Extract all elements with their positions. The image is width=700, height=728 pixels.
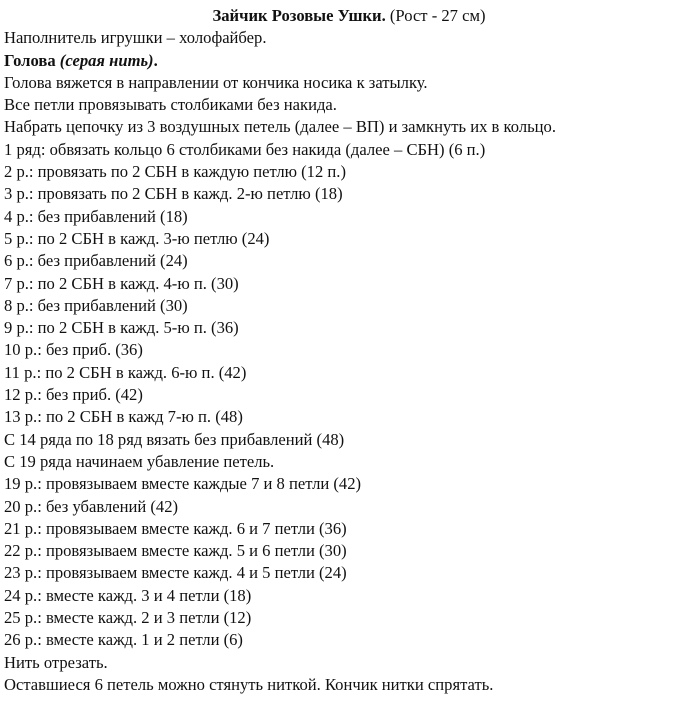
ending-line: Нить отрезать. <box>4 652 108 672</box>
filler-line: Наполнитель игрушки – холофайбер. <box>4 28 267 48</box>
title-name: Зайчик Розовые Ушки. <box>212 6 386 25</box>
section-heading-note: (серая нить) <box>59 50 154 70</box>
row-instruction: 23 р.: провязываем вместе кажд. 4 и 5 петли (24) <box>4 563 347 583</box>
row-instruction: 19 р.: провязываем вместе каждые 7 и 8 петли (42) <box>4 474 362 494</box>
row-instruction: С 19 ряда начинаем убавление петель. <box>4 451 275 471</box>
row-instruction: 11 р.: по 2 СБН в кажд. 6-ю п. (42) <box>4 362 247 382</box>
row-instruction: 10 р.: без приб. (36) <box>4 340 143 360</box>
row-instruction: 24 р.: вместе кажд. 3 и 4 петли (18) <box>4 585 252 605</box>
row-instruction: 5 р.: по 2 СБН в кажд. 3-ю петлю (24) <box>4 228 270 248</box>
ending-line: Оставшиеся 6 петель можно стянуть ниткой. Кончик нитки спрятать. <box>4 674 494 694</box>
document-title <box>4 5 694 27</box>
row-instruction: 7 р.: по 2 СБН в кажд. 4-ю п. (30) <box>4 273 239 293</box>
intro-line: Все петли провязывать столбиками без накида. <box>4 95 337 115</box>
row-instruction: 20 р.: без убавлений (42) <box>4 496 179 516</box>
row-instruction: 12 р.: без приб. (42) <box>4 385 143 405</box>
row-instruction: 22 р.: провязываем вместе кажд. 5 и 6 петли (30) <box>4 541 347 561</box>
row-instruction: С 14 ряда по 18 ряд вязать без прибавлений (48) <box>4 429 345 449</box>
section-heading-text: Голова <box>4 50 56 70</box>
intro-line: Набрать цепочку из 3 воздушных петель (далее – ВП) и замкнуть их в кольцо. <box>4 117 557 137</box>
intro-line: Голова вяжется в направлении от кончика носика к затылку. <box>4 72 428 92</box>
section-heading <box>4 50 694 72</box>
row-instruction: 4 р.: без прибавлений (18) <box>4 206 188 226</box>
row-instruction: 6 р.: без прибавлений (24) <box>4 251 188 271</box>
title-size: (Рост - 27 см) <box>389 6 486 25</box>
row-instruction: 25 р.: вместе кажд. 2 и 3 петли (12) <box>4 608 252 628</box>
row-instruction: 13 р.: по 2 СБН в кажд 7-ю п. (48) <box>4 407 243 427</box>
row-instruction: 1 ряд: обвязать кольцо 6 столбиками без накида (далее – СБН) (6 п.) <box>4 139 486 159</box>
row-instruction: 21 р.: провязываем вместе кажд. 6 и 7 петли (36) <box>4 518 347 538</box>
section-heading-end: . <box>153 50 158 70</box>
row-instruction: 8 р.: без прибавлений (30) <box>4 295 188 315</box>
row-instruction: 9 р.: по 2 СБН в кажд. 5-ю п. (36) <box>4 318 239 338</box>
row-instruction: 3 р.: провязать по 2 СБН в кажд. 2-ю петлю (18) <box>4 184 343 204</box>
row-instruction: 2 р.: провязать по 2 СБН в каждую петлю (12 п.) <box>4 162 346 182</box>
row-instruction: 26 р.: вместе кажд. 1 и 2 петли (6) <box>4 630 243 650</box>
